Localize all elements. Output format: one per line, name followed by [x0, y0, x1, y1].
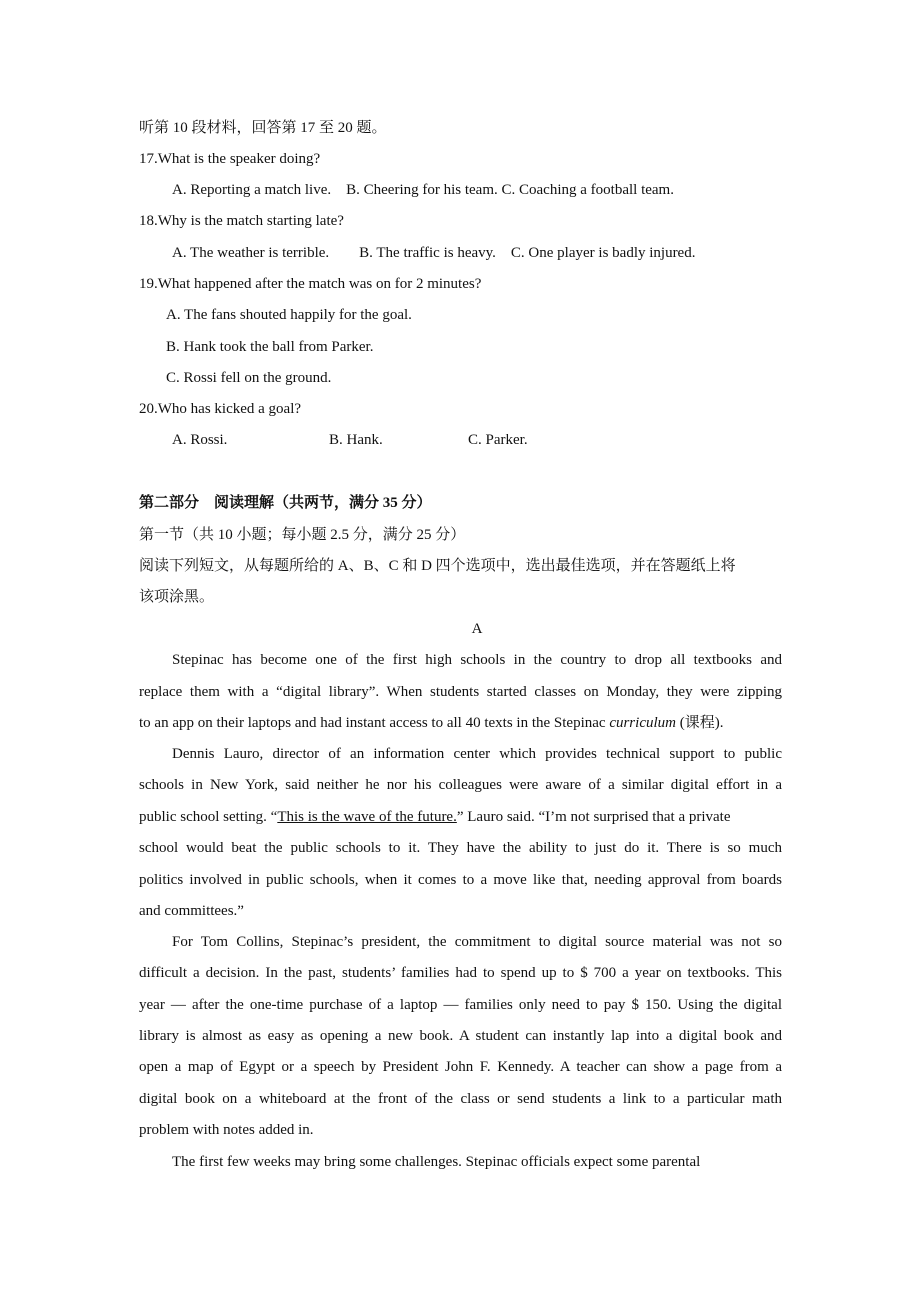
text: (课程).: [675, 715, 724, 731]
passage-line: difficult a decision. In the past, students’ families had to spend up to $ 700 a year on textbooks. This: [139, 965, 782, 981]
question-19-option-c: C. Rossi fell on the ground.: [166, 370, 332, 386]
instruction-line: 该项涂黑。: [139, 589, 215, 605]
passage-line: open a map of Egypt or a speech by President John F. Kennedy. A teacher can show a page from a: [139, 1059, 782, 1075]
passage-line: problem with notes added in.: [139, 1122, 314, 1138]
passage-line: politics involved in public schools, when it comes to a move like that, needing approval from boards: [139, 872, 782, 888]
part-title: 第二部分 阅读理解（共两节，满分 35 分）: [139, 495, 432, 511]
question-18: 18.Why is the match starting late?: [139, 213, 344, 229]
question-18-options: A. The weather is terrible. B. The traffic is heavy. C. One player is badly injured.: [172, 245, 696, 261]
question-19-option-a: A. The fans shouted happily for the goal.: [166, 307, 412, 323]
passage-line: The first few weeks may bring some challenges. Stepinac officials expect some parental: [172, 1154, 701, 1170]
passage-label: A: [471, 621, 483, 637]
passage-line: school would beat the public schools to it. They have the ability to just do it. There is so much: [139, 840, 782, 856]
passage-line: library is almost as easy as opening a new book. A student can instantly lap into a digital book and: [139, 1028, 782, 1044]
text: public school setting. “: [139, 809, 278, 825]
listening-intro: 听第 10 段材料，回答第 17 至 20 题。: [139, 120, 387, 136]
question-19: 19.What happened after the match was on for 2 minutes?: [139, 276, 482, 292]
passage-line: [139, 807, 731, 827]
passage-line: year — after the one-time purchase of a laptop — families only need to pay $ 150. Using the digital: [139, 997, 782, 1013]
underlined-quote: This is the wave of the future.: [277, 809, 457, 825]
passage-line: For Tom Collins, Stepinac’s president, the commitment to digital source material was not so: [172, 934, 782, 950]
passage-line: [139, 713, 723, 733]
question-20-option-b: B. Hank.: [329, 432, 383, 448]
passage-line: digital book on a whiteboard at the front of the class or send students a link to a particular math: [139, 1091, 782, 1107]
passage-line: Dennis Lauro, director of an information center which provides technical support to public: [172, 746, 782, 762]
question-17-options: A. Reporting a match live. B. Cheering for his team. C. Coaching a football team.: [172, 182, 674, 198]
section-title: 第一节（共 10 小题；每小题 2.5 分，满分 25 分）: [139, 527, 466, 543]
instruction-line: 阅读下列短文，从每题所给的 A、B、C 和 D 四个选项中，选出最佳选项，并在答题纸上将: [139, 558, 736, 574]
text: ” Lauro said. “I’m not surprised that a private: [456, 809, 731, 825]
passage-line: replace them with a “digital library”. When students started classes on Monday, they were zipping: [139, 684, 782, 700]
text: to an app on their laptops and had instant access to all 40 texts in the Stepinac: [139, 715, 610, 731]
italic-term: curriculum: [609, 715, 676, 731]
passage-line: Stepinac has become one of the first high schools in the country to drop all textbooks and: [172, 652, 782, 668]
passage-line: schools in New York, said neither he nor his colleagues were aware of a similar digital effort in a: [139, 777, 782, 793]
passage-line: and committees.”: [139, 903, 244, 919]
question-19-option-b: B. Hank took the ball from Parker.: [166, 339, 374, 355]
question-20: 20.Who has kicked a goal?: [139, 401, 302, 417]
question-20-option-a: A. Rossi.: [172, 432, 228, 448]
question-20-option-c: C. Parker.: [468, 432, 528, 448]
question-17: 17.What is the speaker doing?: [139, 151, 321, 167]
